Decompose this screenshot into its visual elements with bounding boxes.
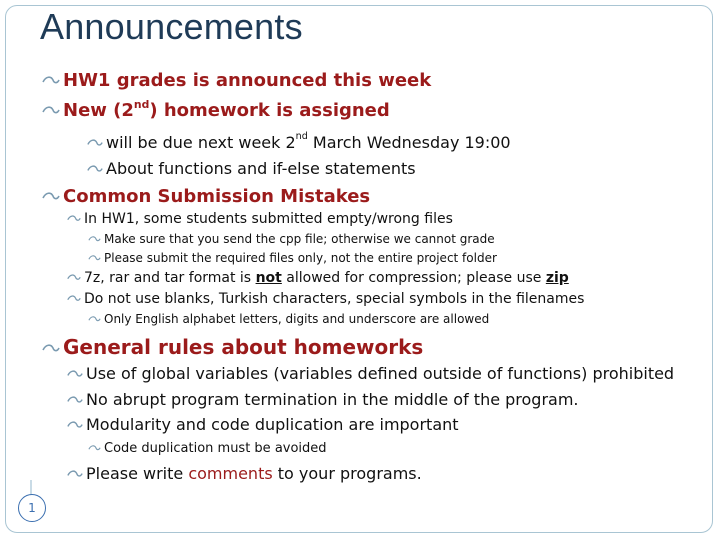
bullet-text: Use of global variables (variables defined outside of functions) prohibited — [86, 364, 675, 383]
bullet-text-post: to your programs. — [272, 464, 422, 483]
bullet-text-pre: New (2 — [63, 100, 134, 121]
bullet-due-date — [87, 133, 511, 152]
bullet-filenames — [67, 291, 584, 307]
bullet-text: Common Submission Mistakes — [63, 186, 371, 207]
bullet-hw1-empty-files — [67, 211, 453, 227]
bullet-swirl-icon — [67, 421, 83, 430]
bullet-code-duplication — [88, 441, 327, 456]
bullet-swirl-icon — [67, 470, 83, 479]
bullet-compression-format — [67, 270, 569, 286]
bullet-text-pre: will be due next week 2 — [106, 133, 296, 152]
bullet-hw1-grades — [42, 70, 431, 91]
bullet-swirl-icon — [67, 370, 83, 379]
bullet-text: Make sure that you send the cpp file; otherwise we cannot grade — [104, 232, 495, 246]
bullet-text: Modularity and code duplication are important — [86, 415, 459, 434]
bullet-swirl-icon — [88, 255, 101, 262]
bullet-text: HW1 grades is announced this week — [63, 70, 432, 91]
bullet-swirl-icon — [42, 344, 60, 354]
bullet-text-pre: 7z, rar and tar format is — [84, 270, 256, 286]
bullet-modularity — [67, 415, 459, 434]
bullet-text-post: ) homework is assigned — [149, 100, 390, 121]
bullet-swirl-icon — [67, 215, 81, 223]
bullet-swirl-icon — [88, 445, 101, 452]
bullet-text: Please submit the required files only, not the entire project folder — [104, 251, 497, 265]
bullet-global-variables — [67, 364, 674, 383]
bullet-abrupt-termination — [67, 390, 579, 409]
slide-number: 1 — [18, 494, 46, 522]
bullet-swirl-icon — [42, 192, 60, 202]
bullet-send-cpp — [88, 232, 495, 246]
bullet-text: About functions and if-else statements — [106, 159, 416, 178]
comments-highlight: comments — [188, 464, 273, 483]
bullet-text: Do not use blanks, Turkish characters, special symbols in the filenames — [84, 291, 585, 307]
bullet-swirl-icon — [88, 316, 101, 323]
bullet-allowed-chars — [88, 312, 489, 326]
emphasis-not: not — [255, 270, 282, 286]
slide-title: Announcements — [40, 6, 303, 47]
bullet-text-sup: nd — [133, 98, 150, 111]
bullet-text-pre: Please write — [86, 464, 189, 483]
bullet-text: Only English alphabet letters, digits and underscore are allowed — [104, 312, 490, 326]
bullet-text-post: allowed for compression; please use — [281, 270, 546, 286]
bullet-required-files — [88, 251, 497, 265]
bullet-swirl-icon — [42, 76, 60, 86]
bullet-swirl-icon — [42, 106, 60, 116]
bullet-text: General rules about homeworks — [63, 335, 424, 359]
bullet-text-sup: nd — [295, 131, 308, 142]
bullet-write-comments — [67, 464, 422, 483]
bullet-swirl-icon — [87, 139, 103, 148]
bullet-text: No abrupt program termination in the middle of the program. — [86, 390, 579, 409]
bullet-text: In HW1, some students submitted empty/wrong files — [84, 211, 453, 227]
bullet-swirl-icon — [67, 396, 83, 405]
bullet-swirl-icon — [88, 236, 101, 243]
bullet-text-post: March Wednesday 19:00 — [307, 133, 511, 152]
bullet-swirl-icon — [67, 295, 81, 303]
bullet-submission-mistakes — [42, 186, 370, 207]
emphasis-zip: zip — [545, 270, 569, 286]
bullet-swirl-icon — [67, 274, 81, 282]
bullet-about-functions — [87, 159, 416, 178]
bullet-general-rules — [42, 335, 423, 359]
bullet-text: Code duplication must be avoided — [104, 441, 327, 456]
bullet-new-homework — [42, 100, 390, 121]
bullet-swirl-icon — [87, 165, 103, 174]
